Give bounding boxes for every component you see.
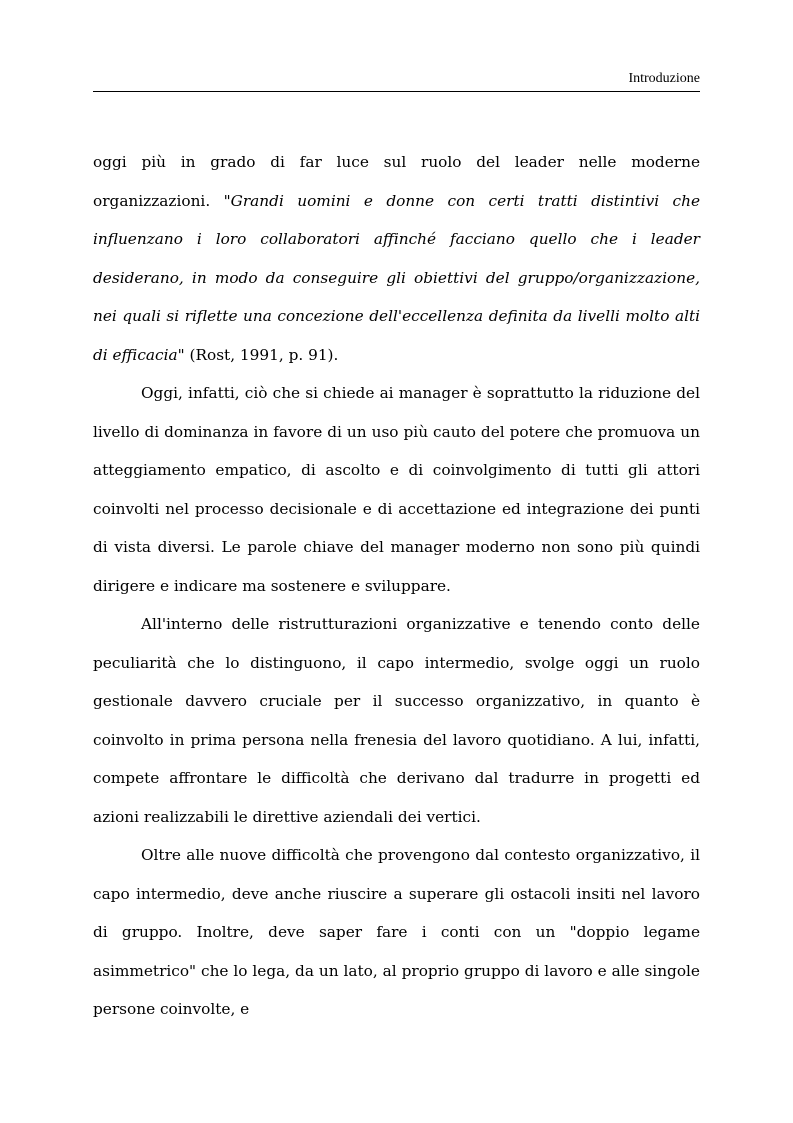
paragraph-1-lead: oggi più in grado di far luce sul ruolo del leader nelle moderne organizzazioni. [93, 153, 700, 210]
header-rule [93, 91, 700, 92]
paragraph-3: All'interno delle ristrutturazioni organizzative e tenendo conto delle peculiarità che lo distinguono, il capo intermedio, svolge oggi un ruolo gestionale davvero cruciale per il successo organizzativo, in quanto è coinvolto in prima persona nella frenesia del lavoro quotidiano. A lui, infatti, compete affrontare le difficoltà che derivano dal tradurre in progetti ed azioni realizzabili le direttive aziendali dei vertici. [93, 615, 700, 826]
paragraph-2: Oggi, infatti, ciò che si chiede ai manager è soprattutto la riduzione del livello di dominanza in favore di un uso più cauto del potere che promuova un atteggiamento empatico, di ascolto e di coinvolgimento di tutti gli attori coinvolti nel processo decisionale e di accettazione ed integrazione dei punti di vista diversi. Le parole chiave del manager moderno non sono più quindi dirigere e indicare ma sostenere e sviluppare. [93, 384, 700, 595]
paragraph-1-citation: (Rost, 1991, p. 91). [184, 345, 339, 364]
body-text [93, 143, 700, 1029]
paragraph-1 [93, 143, 700, 374]
running-header: Introduzione [628, 71, 700, 86]
paragraph-4: Oltre alle nuove difficoltà che provengono dal contesto organizzativo, il capo intermedio, deve anche riuscire a superare gli ostacoli insiti nel lavoro di gruppo. Inoltre, deve saper fare i conti con un "doppio legame asimmetrico" che lo lega, da un lato, al proprio gruppo di lavoro e alle singole persone coinvolte, e [93, 846, 700, 1018]
paragraph-1-quote: "Grandi uomini e donne con certi tratti distintivi che influenzano i loro collaboratori affinché facciano quello che i leader desiderano, in modo da conseguire gli obiettivi del gruppo/organizzazione, nei quali si riflette una concezione dell'eccellenza definita da livelli molto alti di efficacia" [93, 191, 701, 364]
